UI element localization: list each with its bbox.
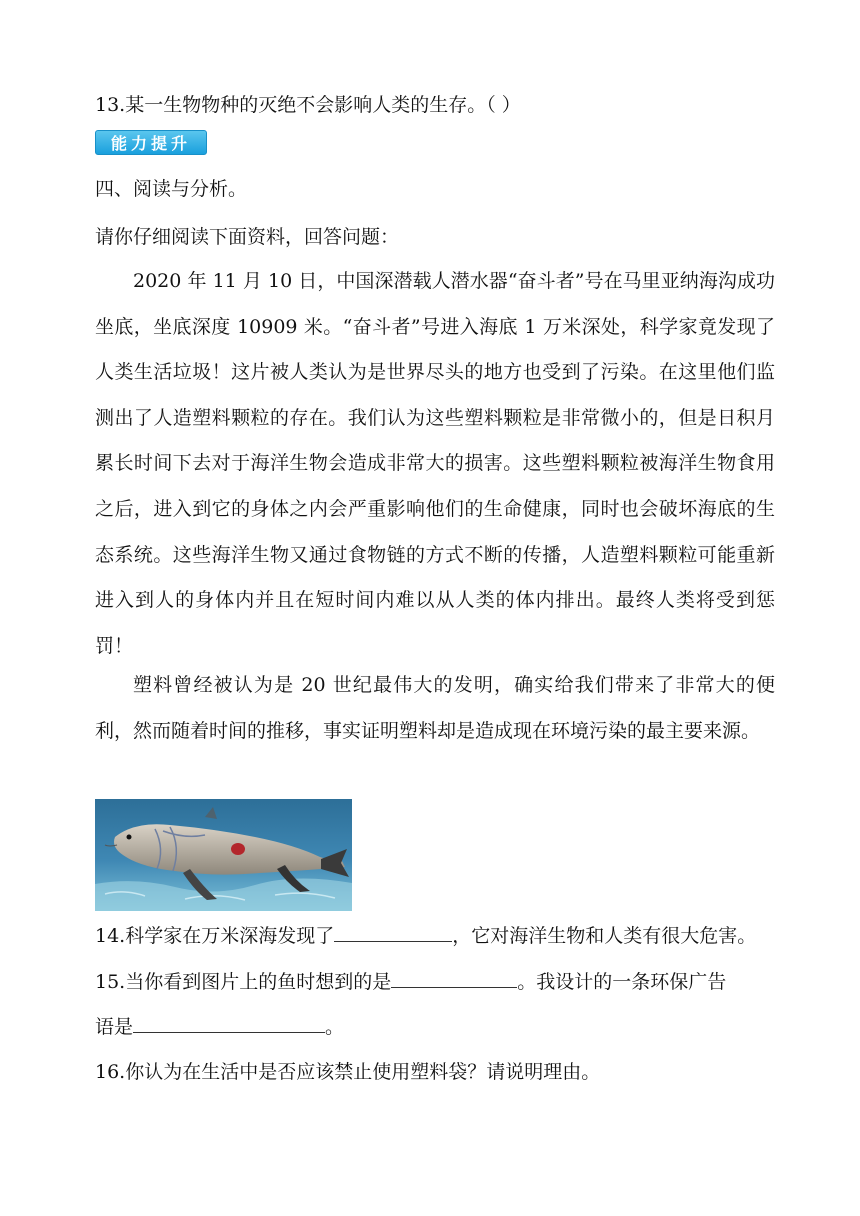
question-16: 16.你认为在生活中是否应该禁止使用塑料袋？请说明理由。 <box>95 1061 601 1083</box>
question-15-line-2 <box>95 1013 344 1041</box>
passage-paragraph-2: 塑料曾经被认为是 20 世纪最伟大的发明，确实给我们带来了非常大的便利，然而随着时间的推移，事实证明塑料却是造成现在环境污染的最主要来源。 <box>95 674 775 742</box>
question-14-text-before: 14.科学家在万米深海发现了 <box>95 925 335 947</box>
passage-paragraph-1: 2020 年 11 月 10 日，中国深潜载人潜水器“奋斗者”号在马里亚纳海沟成功坐底，坐底深度 10909 米。“奋斗者”号进入海底 1 万米深处，科学家竟发现了人类生活垃圾！这片被人类认为是世界尽头的地方也受到了污染。在这里他们监测出了人造塑料颗粒的存在。我们认为这些塑料颗粒是非常微小的，但是日积月累长时间下去对于海洋生物会造成非常大的损害。这些塑料颗粒被海洋生物食用之后，进入到它的身体之内会严重影响他们的生命健康，同时也会破坏海底的生态系统。这些海洋生物又通过食物链的方式不断的传播，人造塑料颗粒可能重新进入到人的身体内并且在短时间内难以从人类的体内排出。最终人类将受到惩罚！ <box>95 270 775 657</box>
section-intro: 请你仔细阅读下面资料，回答问题： <box>95 226 400 248</box>
question-13: 13.某一生物物种的灭绝不会影响人类的生存。（ ） <box>95 94 521 116</box>
seal-photo <box>95 799 352 911</box>
seal-entangled-in-plastic-icon <box>95 799 352 911</box>
question-14 <box>95 922 756 950</box>
section-heading: 四、阅读与分析。 <box>95 178 248 200</box>
question-14-text-after: ，它对海洋生物和人类有很大危害。 <box>452 925 757 947</box>
question-15-text-before: 15.当你看到图片上的鱼时想到的是 <box>95 971 392 993</box>
question-15 <box>95 968 726 996</box>
badge-label: 能力提升 <box>110 134 191 153</box>
question-15-text-middle: 。我设计的一条环保广告 <box>517 971 727 993</box>
question-15-line-2-after: 。 <box>325 1016 345 1038</box>
answer-blank-15b[interactable] <box>133 1014 325 1033</box>
ability-improvement-badge <box>95 130 207 155</box>
answer-blank-14[interactable] <box>334 923 452 942</box>
answer-blank-15a[interactable] <box>391 969 517 988</box>
question-15-line-2-before: 语是 <box>95 1016 134 1038</box>
